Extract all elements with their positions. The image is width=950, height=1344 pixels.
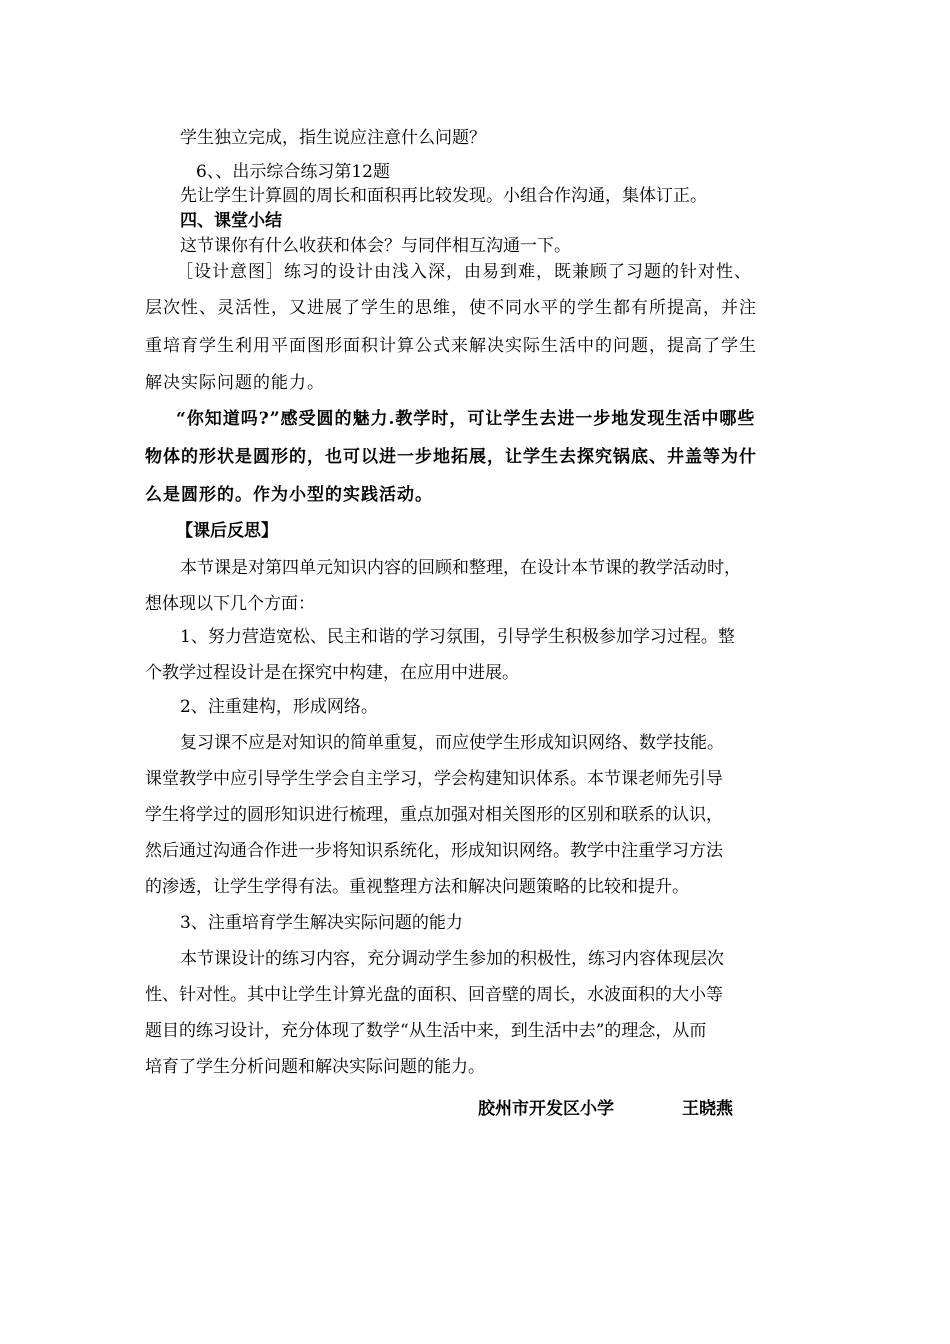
section-heading: 四、课堂小结 <box>180 211 282 231</box>
text-line: 想体现以下几个方面： <box>145 594 315 614</box>
text-line: 然后通过沟通合作进一步将知识系统化，形成知识网络。教学中注重学习方法 <box>145 841 723 861</box>
design-intent-line: 重培育学生利用平面图形面积计算公式来解决实际生活中的问题，提高了学生 <box>145 336 757 356</box>
did-you-know-line: “你知道吗?”感受圆的魅力.教学时，可让学生去进一步地发现生活中哪些 <box>176 409 756 429</box>
design-intent-line: 层次性、灵活性，又进展了学生的思维，使不同水平的学生都有所提高，并注 <box>145 298 757 318</box>
text-line: 这节课你有什么收获和体会？与同伴相互沟通一下。 <box>180 236 571 256</box>
signature-author: 王晓燕 <box>682 1099 733 1119</box>
text-line: 性、针对性。其中让学生计算光盘的面积、回音壁的周长，水波面积的大小等 <box>145 985 723 1005</box>
text-line: 1、努力营造宽松、民主和谐的学习氛围，引导学生积极参加学习过程。整 <box>180 627 735 647</box>
text-line: 本节课设计的练习内容，充分调动学生参加的积极性，练习内容体现层次 <box>180 949 724 969</box>
section-heading: 【课后反思】 <box>176 521 278 541</box>
design-intent-line: ［设计意图］练习的设计由浅入深，由易到难，既兼顾了习题的针对性、 <box>176 262 752 282</box>
text-line: 学生将学过的圆形知识进行梳理，重点加强对相关图形的区别和联系的认识， <box>145 805 723 825</box>
text-line: 2、注重建构，形成网络。 <box>180 697 378 717</box>
did-you-know-line: 物体的形状是圆形的，也可以进一步地拓展，让学生去探究锅底、井盖等为什 <box>145 447 757 467</box>
text-line: 先让学生计算圆的周长和面积再比较发现。小组合作沟通，集体订正。 <box>180 186 707 206</box>
text-line: 6、、出示综合练习第12题 <box>196 162 390 182</box>
text-line: 3、注重培育学生解决实际问题的能力 <box>180 913 463 933</box>
text-line: 培育了学生分析问题和解决实际问题的能力。 <box>145 1057 485 1077</box>
text-line: 个教学过程设计是在探究中构建，在应用中进展。 <box>145 663 519 683</box>
text-line: 的渗透，让学生学得有法。重视整理方法和解决问题策略的比较和提升。 <box>145 877 689 897</box>
text-line: 学生独立完成，指生说应注意什么问题？ <box>180 128 486 148</box>
text-line: 复习课不应是对知识的简单重复，而应使学生形成知识网络、数学技能。 <box>180 733 724 753</box>
text-line: 课堂教学中应引导学生学会自主学习，学会构建知识体系。本节课老师先引导 <box>145 769 723 789</box>
signature-school: 胶州市开发区小学 <box>478 1099 614 1119</box>
did-you-know-line: 么是圆形的。作为小型的实践活动。 <box>145 485 433 505</box>
design-intent-line: 解决实际问题的能力。 <box>145 373 325 393</box>
text-line: 本节课是对第四单元知识内容的回顾和整理，在设计本节课的教学活动时， <box>180 558 741 578</box>
text-line: 题目的练习设计，充分体现了数学“从生活中来，到生活中去”的理念，从而 <box>145 1021 707 1041</box>
